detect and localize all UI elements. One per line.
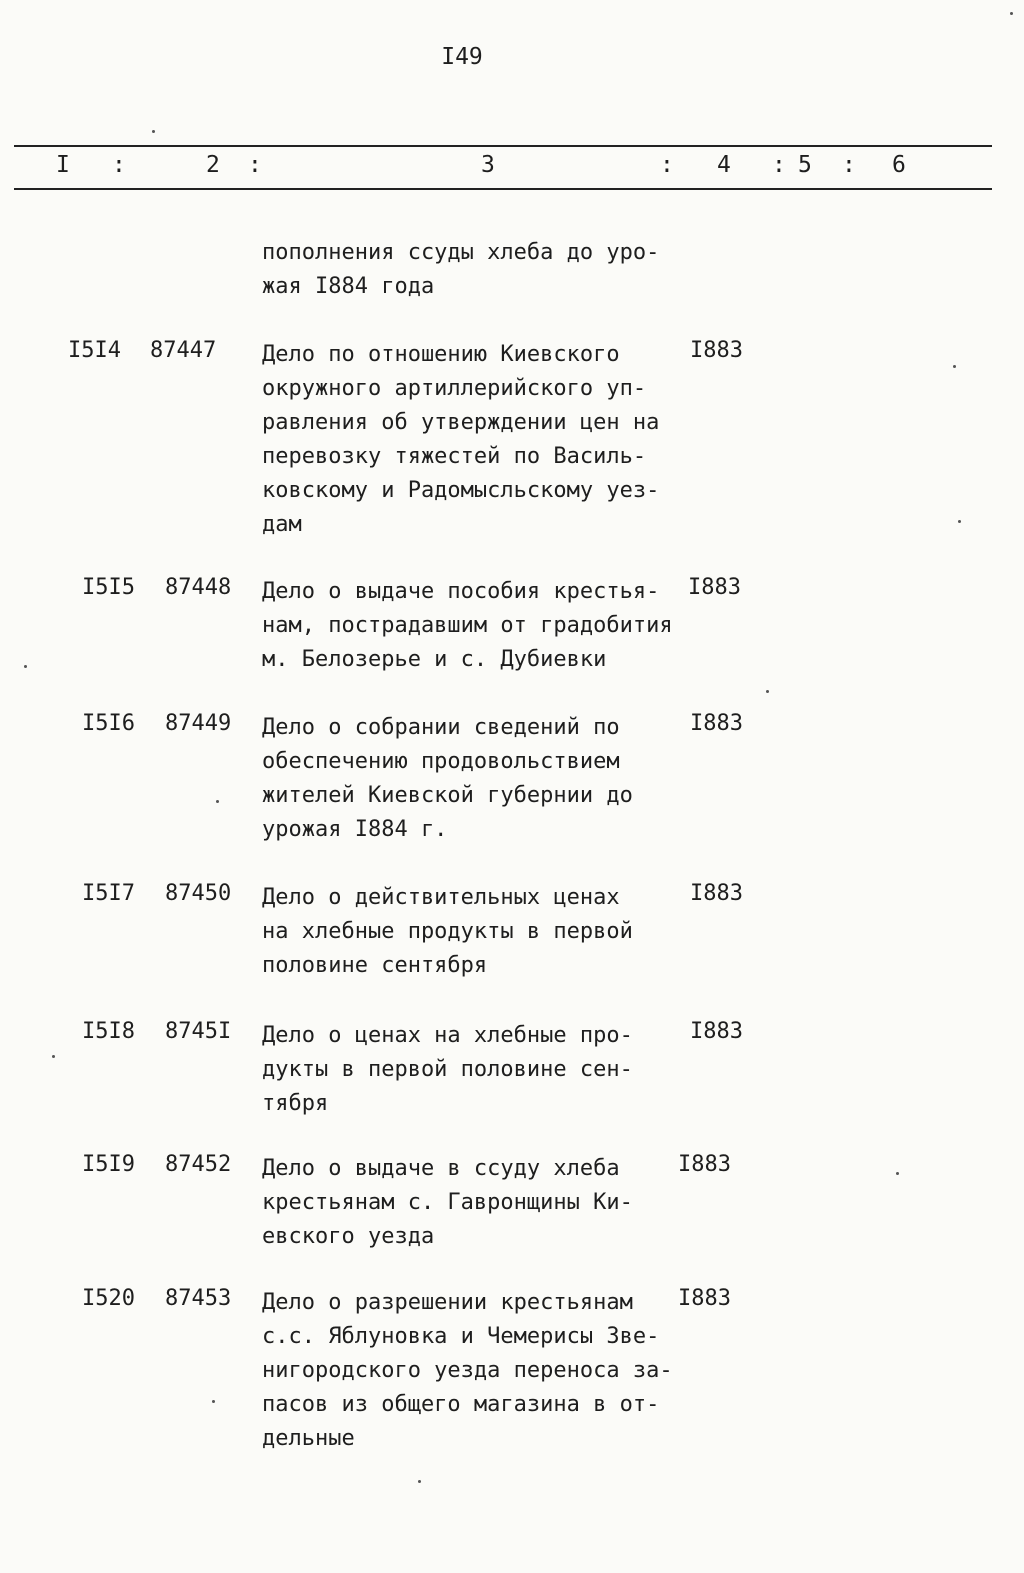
case-year: I883 — [690, 711, 743, 736]
column-header-5: 5 — [798, 152, 812, 178]
scan-speck — [216, 800, 219, 803]
scan-speck — [953, 365, 956, 368]
header-rule-top — [14, 145, 992, 147]
case-year: I883 — [678, 1152, 731, 1177]
row-number: I5I7 — [82, 881, 135, 906]
scan-speck — [52, 1055, 55, 1058]
case-year: I883 — [690, 338, 743, 363]
row-number: I5I9 — [82, 1152, 135, 1177]
scan-speck — [24, 665, 27, 668]
page-number: I49 — [441, 44, 483, 70]
case-year: I883 — [690, 881, 743, 906]
case-year: I883 — [690, 1019, 743, 1044]
case-description: Дело о выдаче пособия крестья- нам, пострадавшим от градобития м. Белозерье и с. Дубиевки — [262, 579, 673, 672]
column-header-separator: : — [660, 152, 674, 178]
row-number: I5I6 — [82, 711, 135, 736]
row-number: I5I4 — [68, 338, 121, 363]
case-description: Дело о разрешении крестьянам с.с. Яблуновка и Чемерисы Зве- нигородского уезда переноса за- пасов из общего магазина в от- дельные — [262, 1290, 673, 1451]
column-header-separator: : — [112, 152, 126, 178]
column-header-6: 6 — [892, 152, 906, 178]
case-description: Дело по отношению Киевского окружного артиллерийского уп- равления об утверждении цен на перевозку тяжестей по Василь- ковскому и Радомысльскому уез- дам — [262, 342, 660, 537]
column-header-separator: : — [842, 152, 856, 178]
case-code: 87448 — [165, 575, 232, 600]
column-header-2: 2 — [206, 152, 220, 178]
case-code: 87450 — [165, 881, 232, 906]
row-number: I5I5 — [82, 575, 135, 600]
row-number: I520 — [82, 1286, 135, 1311]
scan-speck — [896, 1172, 899, 1175]
case-code: 87449 — [165, 711, 232, 736]
case-description: Дело о выдаче в ссуду хлеба крестьянам с. Гавронщины Ки- евского уезда — [262, 1156, 633, 1249]
scan-speck — [212, 1400, 215, 1403]
column-header-4: 4 — [717, 152, 731, 178]
scan-speck — [958, 520, 961, 523]
column-header-separator: : — [248, 152, 262, 178]
case-code: 87452 — [165, 1152, 232, 1177]
case-code: 87453 — [165, 1286, 232, 1311]
case-year: I883 — [688, 575, 741, 600]
column-header-separator: : — [772, 152, 786, 178]
row-number: I5I8 — [82, 1019, 135, 1044]
scan-speck — [152, 130, 155, 133]
header-rule-bottom — [14, 188, 992, 190]
scan-speck — [1010, 12, 1013, 15]
case-code: 8745I — [165, 1019, 232, 1044]
scan-speck — [418, 1480, 421, 1483]
case-description: Дело о собрании сведений по обеспечению продовольствием жителей Киевской губернии до урожая I884 г. — [262, 715, 633, 842]
column-header-3: 3 — [481, 152, 495, 178]
case-code: 87447 — [150, 338, 217, 363]
case-description: Дело о ценах на хлебные про- дукты в первой половине сен- тября — [262, 1023, 633, 1116]
scan-speck — [766, 690, 769, 693]
case-year: I883 — [678, 1286, 731, 1311]
case-description: пополнения ссуды хлеба до уро- жая I884 года — [262, 240, 660, 299]
case-description: Дело о действительных ценах на хлебные продукты в первой половине сентября — [262, 885, 633, 978]
column-header-1: I — [56, 152, 70, 178]
